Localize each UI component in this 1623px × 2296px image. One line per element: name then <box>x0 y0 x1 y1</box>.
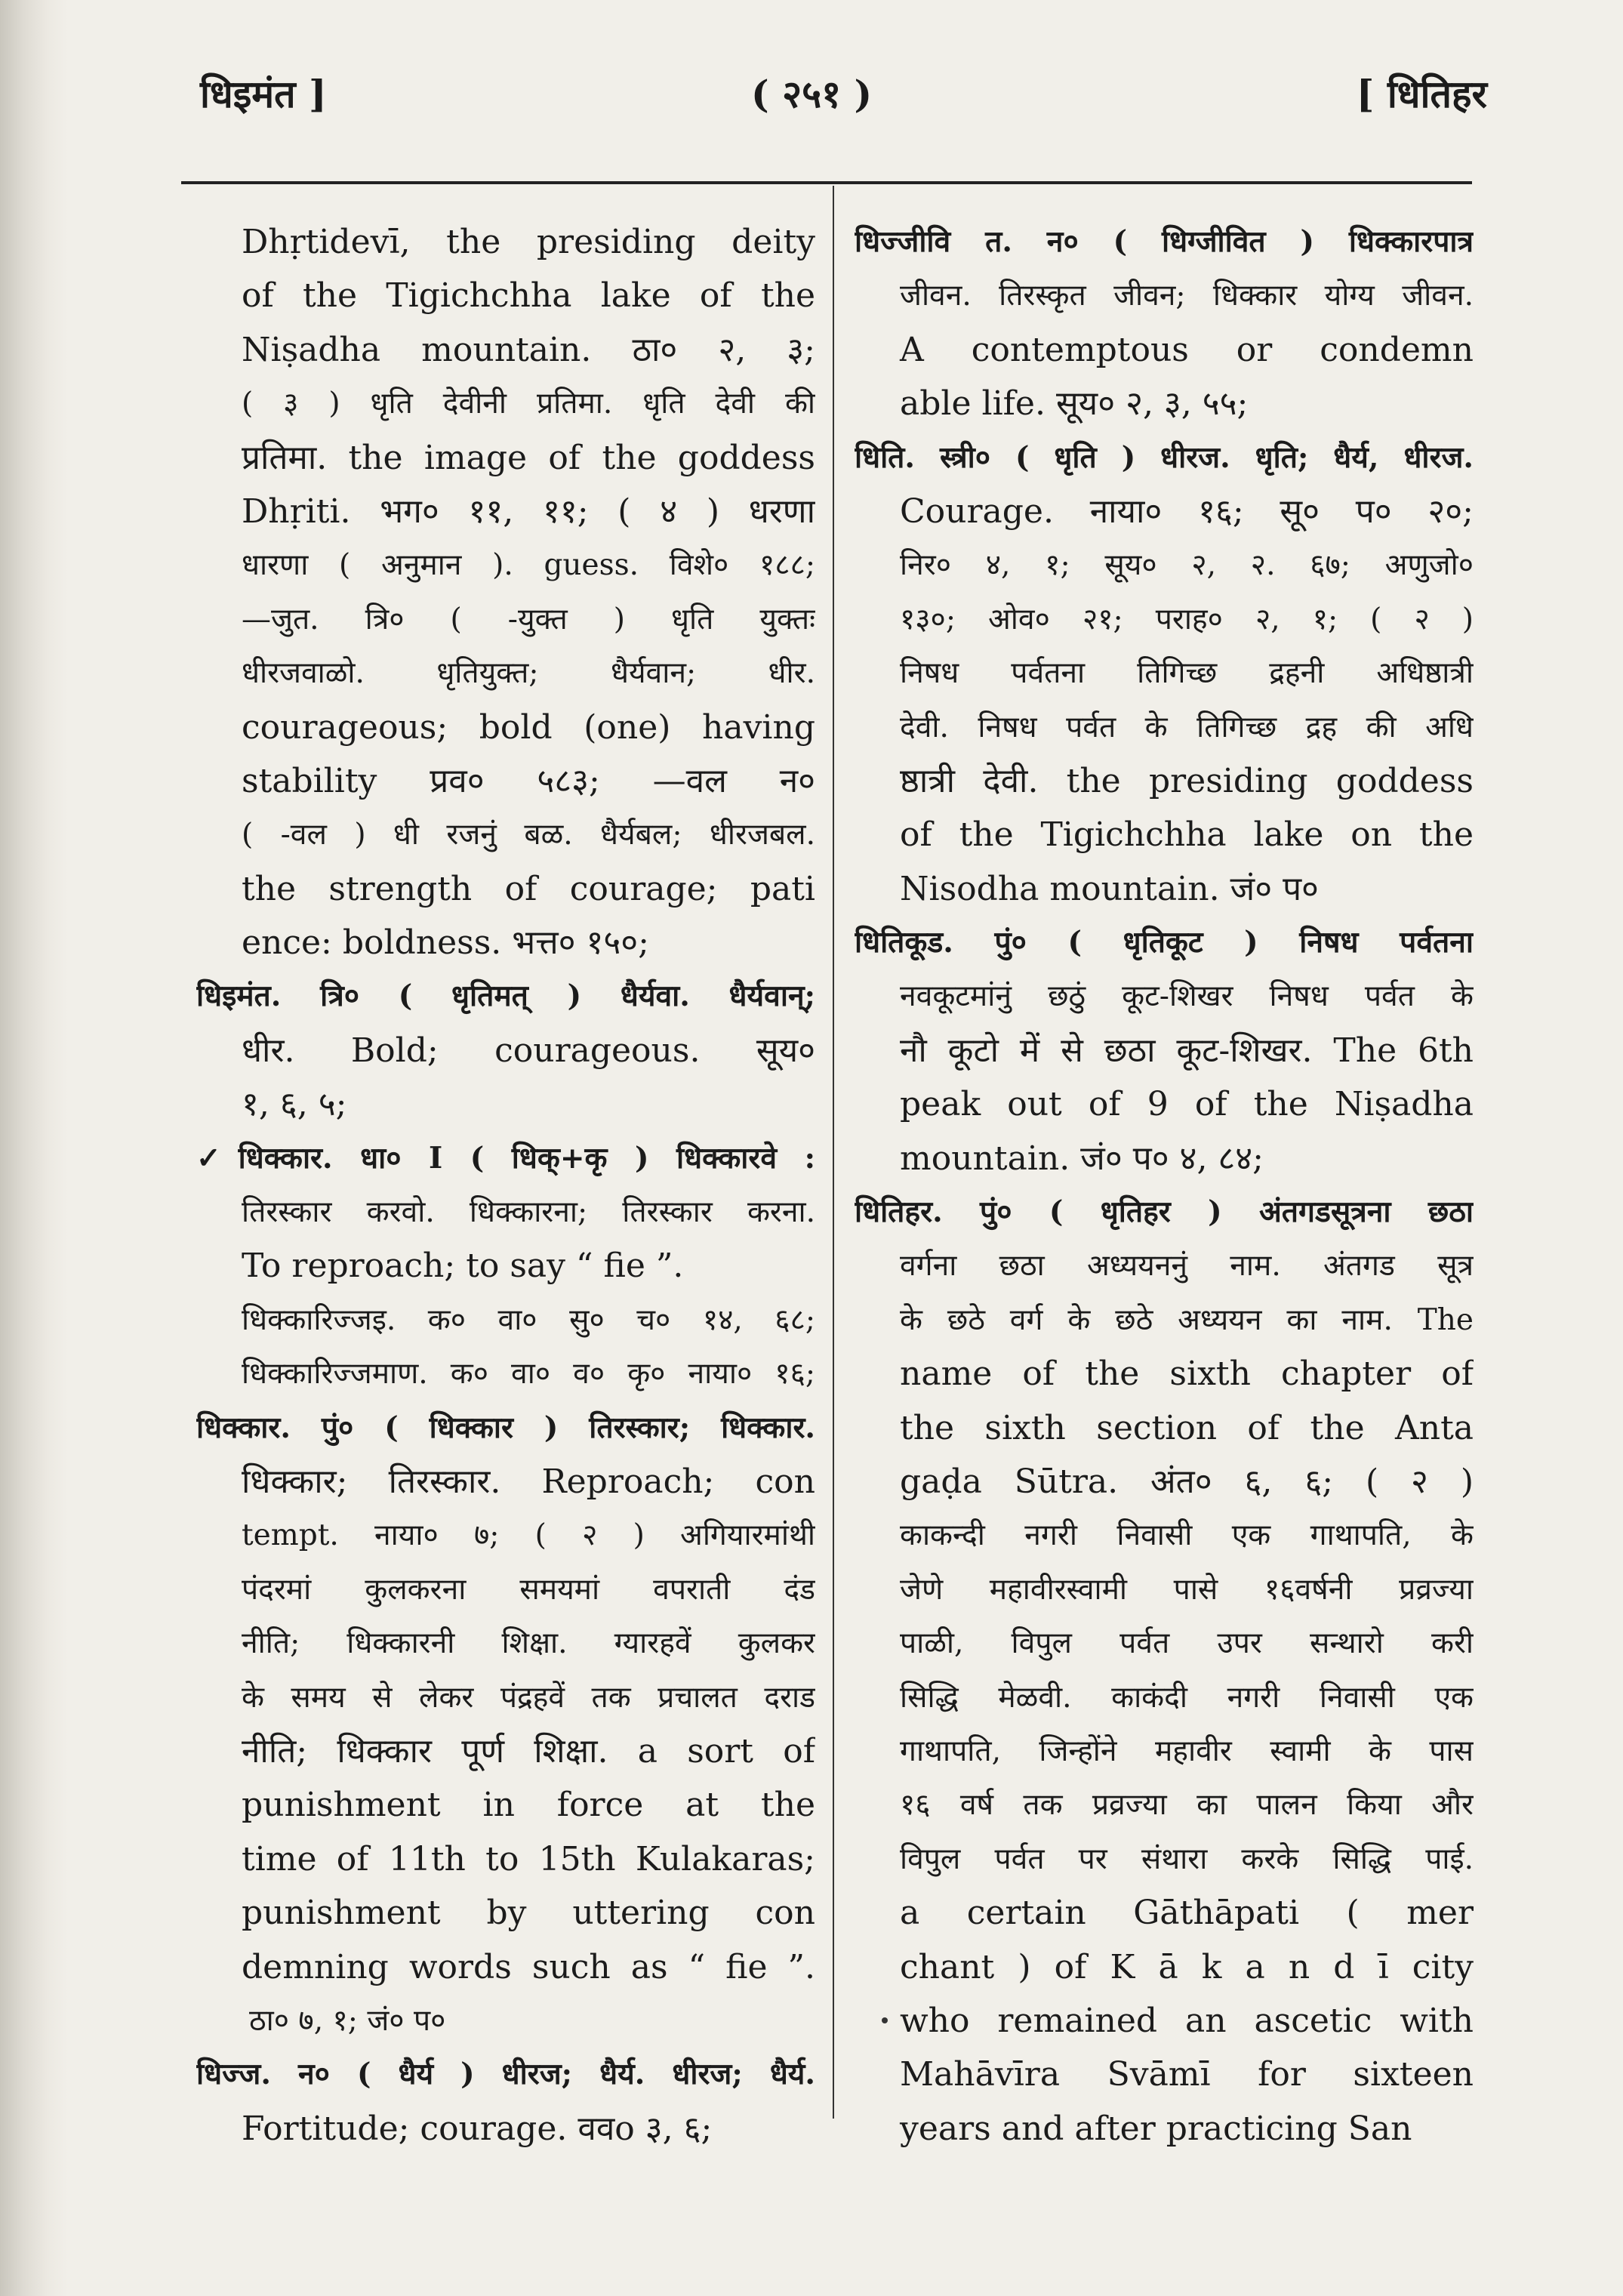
text-line: tempt. नाया० ७; ( २ ) अगियारमांथी <box>242 1518 815 1553</box>
header-rule <box>181 181 1472 184</box>
text-line: तिरस्कार करवो. धिक्कारना; तिरस्कार करना. <box>242 1195 815 1230</box>
text-line: विपुल पर्वत पर संथारा करके सिद्धि पाई. <box>900 1841 1474 1876</box>
text-line: mountain. जं० प० ४, ८४; <box>900 1139 1264 1178</box>
text-line: who remained an ascetic with <box>900 2001 1474 2040</box>
text-line: धीर. Bold; courageous. सूय० <box>242 1031 815 1070</box>
column-divider <box>833 186 834 2119</box>
text-line: गाथापति, जिन्होंने महावीर स्वामी के पास <box>900 1734 1474 1768</box>
text-line: name of the sixth chapter of <box>900 1354 1474 1394</box>
text-line: के समय से लेकर पंद्रहवें तक प्रचालत दराड <box>242 1680 815 1715</box>
text-line: धारणा ( अनुमान ). guess. विशे० १८८; <box>242 548 815 583</box>
text-line: निर० ४, १; सूय० २, २. ६७; अणुजो० <box>900 548 1474 583</box>
text-line: time of 11th to 15th Kulakaras; <box>242 1839 815 1878</box>
text-line: of the Tigichchha lake on the <box>900 815 1474 855</box>
text-line: नीति; धिक्कार पूर्ण शिक्षा. a sort of <box>242 1731 815 1771</box>
text-line: demning words such as “ fie ”. <box>242 1947 815 1986</box>
text-line: courageous; bold (one) having <box>242 707 815 747</box>
text-line: १६ वर्ष तक प्रव्रज्या का पालन किया और <box>900 1788 1474 1823</box>
text-line: जेणे महावीरस्वामी पासे १६वर्षनी प्रव्रज्या <box>900 1572 1474 1607</box>
text-line: the strength of courage; pati <box>242 869 815 908</box>
text-line: धिक्कारिज्जइ. क० वा० सु० च० १४, ६८; <box>242 1302 815 1337</box>
text-line: Niṣadha mountain. ठा० २, ३; <box>242 330 815 369</box>
binding-edge <box>0 0 68 2296</box>
text-line: punishment in force at the <box>242 1786 815 1825</box>
text-line: stability प्रव० ५८३; —वल न० <box>242 761 815 800</box>
text-line: १३०; ओव० २१; पराह० २, १; ( २ ) <box>900 602 1474 636</box>
text-line: नीति; धिक्कारनी शिक्षा. ग्यारहवें कुलकर <box>242 1626 815 1661</box>
text-line: Nisodha mountain. जं० प० <box>900 869 1319 908</box>
text-line: Fortitude; courage. ववo ३, ६; <box>242 2109 713 2148</box>
text-line: देवी. निषध पर्वत के तिगिच्छ द्रह की अधि <box>900 710 1474 744</box>
text-line: ( ३ ) धृति देवीनी प्रतिमा. धृति देवी की <box>242 387 815 421</box>
text-line: के छठे वर्ग के छठे अध्ययन का नाम. The <box>900 1302 1474 1337</box>
left-column <box>196 215 815 2156</box>
text-line: प्रतिमा. the image of the goddess <box>242 438 815 477</box>
entry-headword-line: धिति. स्त्री० ( धृति ) धीरज. धृति; धैर्य, धीरज. <box>855 439 1474 475</box>
text-line: जीवन. तिरस्कृत जीवन; धिक्कार योग्य जीवन. <box>900 279 1474 313</box>
header-left-guide-word: धिइमंत ] <box>200 72 327 116</box>
text-line: of the Tigichchha lake of the <box>242 276 815 316</box>
entry-headword-line: धिइमंत. त्रि० ( धृतिमत् ) धैर्यवा. धैर्यवान्; <box>196 978 815 1014</box>
text-line: the sixth section of the Anta <box>900 1408 1474 1447</box>
text-line: काकन्दी नगरी निवासी एक गाथापति, के <box>900 1518 1474 1553</box>
text-line: gaḍa Sūtra. अंत० ६, ६; ( २ ) <box>900 1462 1474 1501</box>
text-line: नौ कूटो में से छठा कूट-शिखर. The 6th <box>900 1031 1474 1070</box>
text-line: Dhṛiti. भग० ११, ११; ( ४ ) धरणा <box>242 492 815 531</box>
text-line: पंदरमां कुलकरना समयमां वपराती दंड <box>242 1572 815 1607</box>
text-line: A contemptous or condemn <box>900 330 1474 369</box>
text-line: years and after practicing San <box>900 2109 1412 2148</box>
text-line: Courage. नाया० १६; सू० प० २०; <box>900 492 1474 531</box>
text-line: नवकूटमांनुं छठुं कूट-शिखर निषध पर्वत के <box>900 979 1474 1014</box>
text-line: सिद्धि मेळवी. काकंदी नगरी निवासी एक <box>900 1680 1474 1715</box>
text-line: punishment by uttering con <box>242 1894 815 1933</box>
text-line: ठा० ७, १; जं० प० <box>249 2003 446 2038</box>
entry-headword-line: धितिकूड. पुं० ( धृतिकूट ) निषध पर्वतना <box>855 925 1474 960</box>
text-line: Dhṛtidevī, the presiding deity <box>242 223 815 261</box>
text-line: a certain Gāthāpati ( mer <box>900 1894 1474 1933</box>
text-line: ence: boldness. भत्त० १५०; <box>242 923 649 963</box>
text-line: peak out of 9 of the Niṣadha <box>900 1085 1474 1124</box>
entry-headword-line: धिज्ज. न० ( धैर्य ) धीरज; धैर्य. धीरज; धैर्य. <box>196 2057 815 2092</box>
text-line: ष्ठात्री देवी. the presiding goddess <box>900 761 1474 800</box>
text-line: —जुत. त्रि० ( -युक्त ) धृति युक्तः <box>242 602 815 636</box>
ink-speck <box>882 2017 888 2023</box>
text-line: Mahāvīra Svāmī for sixteen <box>900 2055 1474 2094</box>
entry-headword-line: धिज्जीवि त. न० ( धिग्जीवित ) धिक्कारपात्र <box>855 224 1474 259</box>
text-line: able life. सूय० २, ३, ५५; <box>900 384 1249 424</box>
text-line: १, ६, ५; <box>242 1085 347 1124</box>
text-line: धिक्कार; तिरस्कार. Reproach; con <box>242 1462 815 1501</box>
text-line: निषध पर्वतना तिगिच्छ द्रहनी अधिष्ठात्री <box>900 656 1474 691</box>
text-line: धिक्कारिज्जमाण. क० वा० व० कृ० नाया० १६; <box>242 1357 815 1391</box>
text-line: chant ) of K ā k a n d ī city <box>900 1947 1474 1986</box>
entry-headword-line: धिक्कार. पुं० ( धिक्कार ) तिरस्कार; धिक्कार. <box>196 1410 815 1445</box>
right-column <box>855 215 1474 2156</box>
text-line: To reproach; to say “ fie ”. <box>242 1247 684 1286</box>
text-line: धीरजवाळो. धृतियुक्त; धैर्यवान; धीर. <box>242 656 815 691</box>
text-line: ( -वल ) धी रजनुं बळ. धैर्यबल; धीरजबल. <box>242 818 815 852</box>
entry-headword-line: ✓धिक्कार. धा० I ( धिक्+कृ ) धिक्कारवे : <box>196 1140 815 1176</box>
text-line: वर्गना छठा अध्ययननुं नाम. अंतगड सूत्र <box>900 1249 1474 1284</box>
page-number: ( २५१ ) <box>751 72 873 116</box>
text-line: पाळी, विपुल पर्वत उपर सन्थारो करी <box>900 1626 1474 1661</box>
header-right-guide-word: [ धितिहर <box>1356 72 1487 116</box>
entry-headword-line: धितिहर. पुं० ( धृतिहर ) अंतगडसूत्रना छठा <box>855 1194 1474 1230</box>
